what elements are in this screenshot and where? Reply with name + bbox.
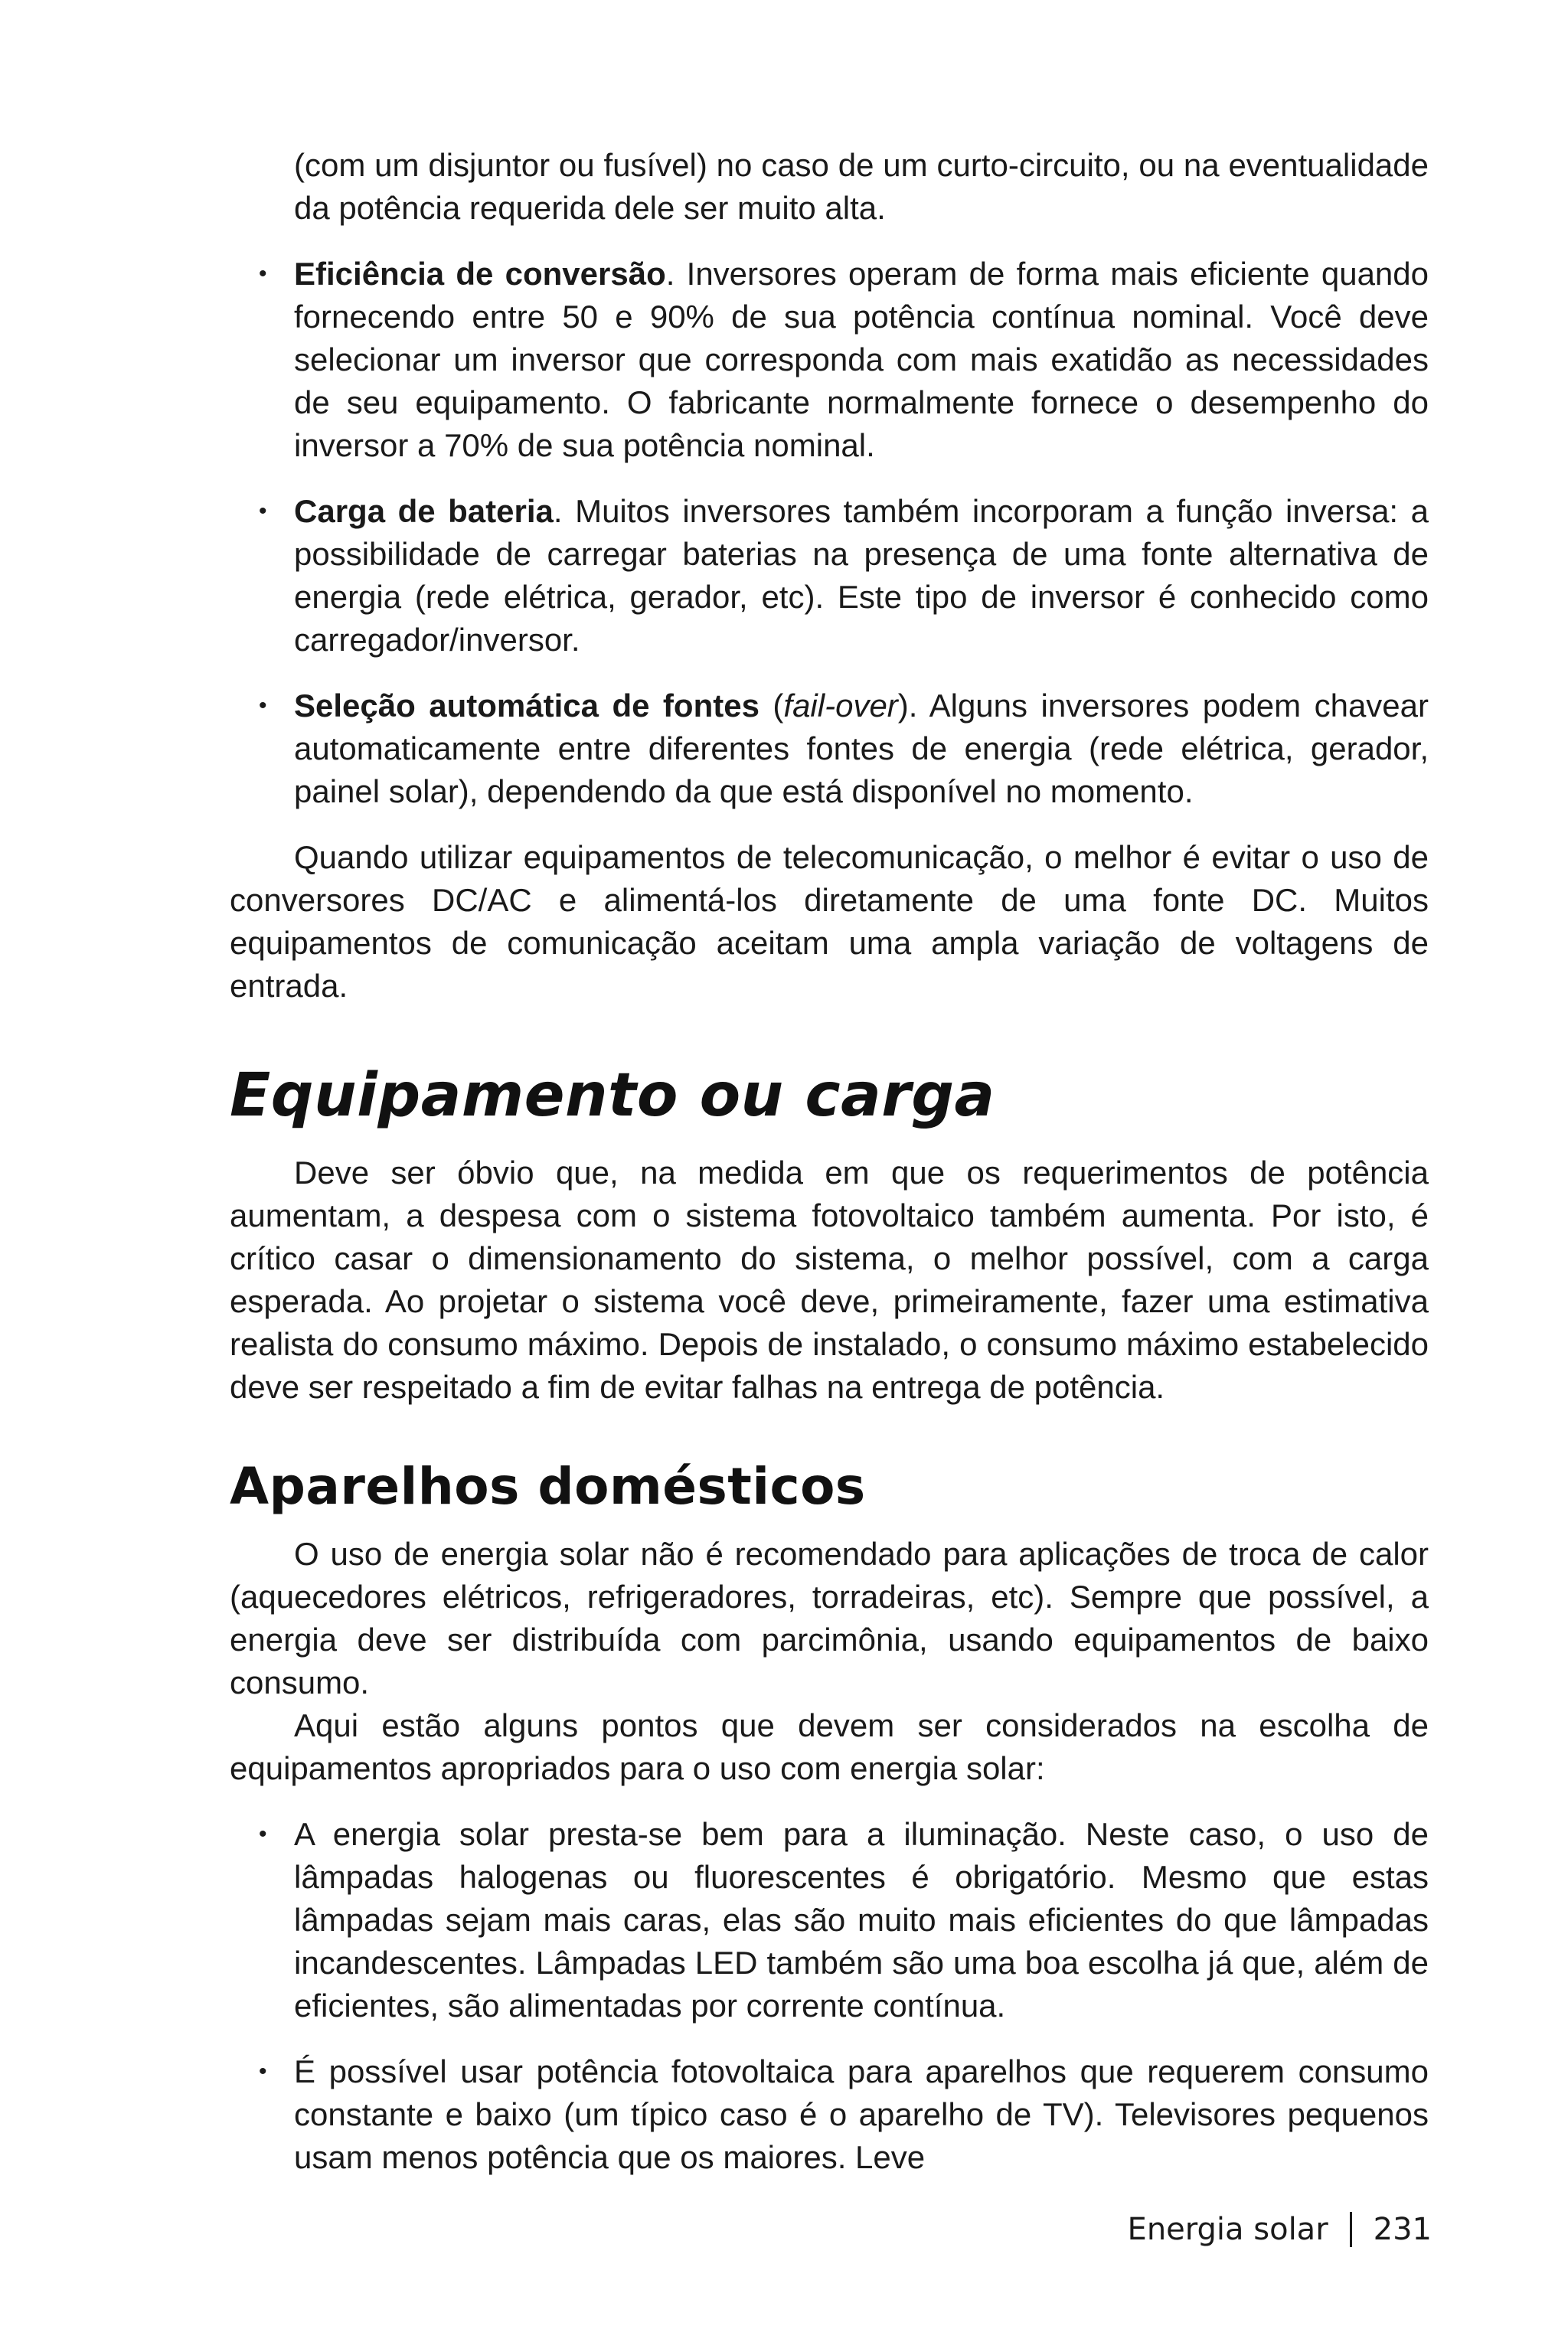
list-item-text: ( — [759, 688, 784, 724]
page-footer — [1128, 2208, 1432, 2251]
list-item-text: . Inversores operam de forma mais eficiente quando fornecendo entre 50 e 90% de sua potência contínua nominal. Você deve selecionar um inversor que corresponda com mais exatidão as necessidades de seu equipamento. O fabricante normalmente fornece o desempenho do inversor a 70% de sua potência nominal. — [294, 256, 1429, 463]
bullet-glyph: • — [259, 1821, 267, 1847]
continued-paragraph: (com um disjuntor ou fusível) no caso de um curto-circuito, ou na eventualidade da potência requerida dele ser muito alta. — [294, 147, 1429, 226]
list-item-term: Eficiência de conversão — [294, 256, 666, 292]
section-heading-aparelhos: Aparelhos domésticos — [230, 1457, 866, 1516]
list-item-text: . Muitos inversores também incorporam a função inversa: a possibilidade de carregar baterias na presença de uma fonte alternativa de energia (rede elétrica, gerador, etc). Este tipo de inversor é conhecido como carregador/inversor. — [294, 493, 1429, 658]
list-item-text: É possível usar potência fotovoltaica para aparelhos que requerem consumo constante e baixo (um típico caso é o aparelho de TV). Televisores pequenos usam menos potência que os maiores. Leve — [294, 2053, 1429, 2175]
bullet-glyph: • — [259, 2059, 267, 2084]
list-item — [230, 490, 1429, 662]
page-number: 231 — [1373, 2212, 1432, 2247]
aparelhos-paragraph-1: O uso de energia solar não é recomendado para aplicações de troca de calor (aquecedores elétricos, refrigeradores, torradeiras, etc). Sempre que possível, a energia deve ser distribuída com parcimônia, usando equipamentos de baixo consumo. — [230, 1536, 1429, 1700]
list-item — [230, 684, 1429, 813]
appliance-points-list — [230, 1813, 1429, 2179]
aparelhos-paragraph-2: Aqui estão alguns pontos que devem ser considerados na escolha de equipamentos apropriados para o uso com energia solar: — [230, 1707, 1429, 1786]
list-item — [230, 2050, 1429, 2179]
list-item-term: Carga de bateria — [294, 493, 554, 529]
running-footer-title: Energia solar — [1127, 2212, 1328, 2247]
list-item — [230, 1813, 1429, 2027]
list-item-text: A energia solar presta-se bem para a iluminação. Neste caso, o uso de lâmpadas halogenas ou fluorescentes é obrigatório. Mesmo que estas lâmpadas sejam mais caras, elas são muito mais eficientes do que lâmpadas incandescentes. Lâmpadas LED também são uma boa escolha já que, além de eficientes, são alimentadas por corrente contínua. — [294, 1816, 1429, 2024]
bullet-glyph: • — [259, 261, 267, 286]
list-item — [230, 253, 1429, 467]
telecom-paragraph: Quando utilizar equipamentos de telecomunicação, o melhor é evitar o uso de conversores DC/AC e alimentá-los diretamente de uma fonte DC. Muitos equipamentos de comunicação aceitam uma ampla variação de voltagens de entrada. — [230, 839, 1429, 1004]
section-heading-equipamento: Equipamento ou carga — [230, 1061, 995, 1130]
inverter-features-list — [230, 253, 1429, 813]
bullet-glyph: • — [259, 498, 267, 524]
body-text — [230, 144, 1429, 2179]
list-item-text: ). Alguns inversores podem chavear automaticamente entre diferentes fontes de energia (rede elétrica, gerador, painel solar), dependendo da que está disponível no momento. — [294, 688, 1429, 809]
list-item-italic-term: fail-over — [783, 688, 898, 724]
footer-divider — [1350, 2212, 1352, 2247]
bullet-glyph: • — [259, 693, 267, 718]
list-item-term: Seleção automática de fontes — [294, 688, 760, 724]
equipamento-paragraph: Deve ser óbvio que, na medida em que os requerimentos de potência aumentam, a despesa com o sistema fotovoltaico também aumenta. Por isto, é crítico casar o dimensionamento do sistema, o melhor possível, com a carga esperada. Ao projetar o sistema você deve, primeiramente, fazer uma estimativa realista do consumo máximo. Depois de instalado, o consumo máximo estabelecido deve ser respeitado a fim de evitar falhas na entrega de potência. — [230, 1155, 1429, 1405]
